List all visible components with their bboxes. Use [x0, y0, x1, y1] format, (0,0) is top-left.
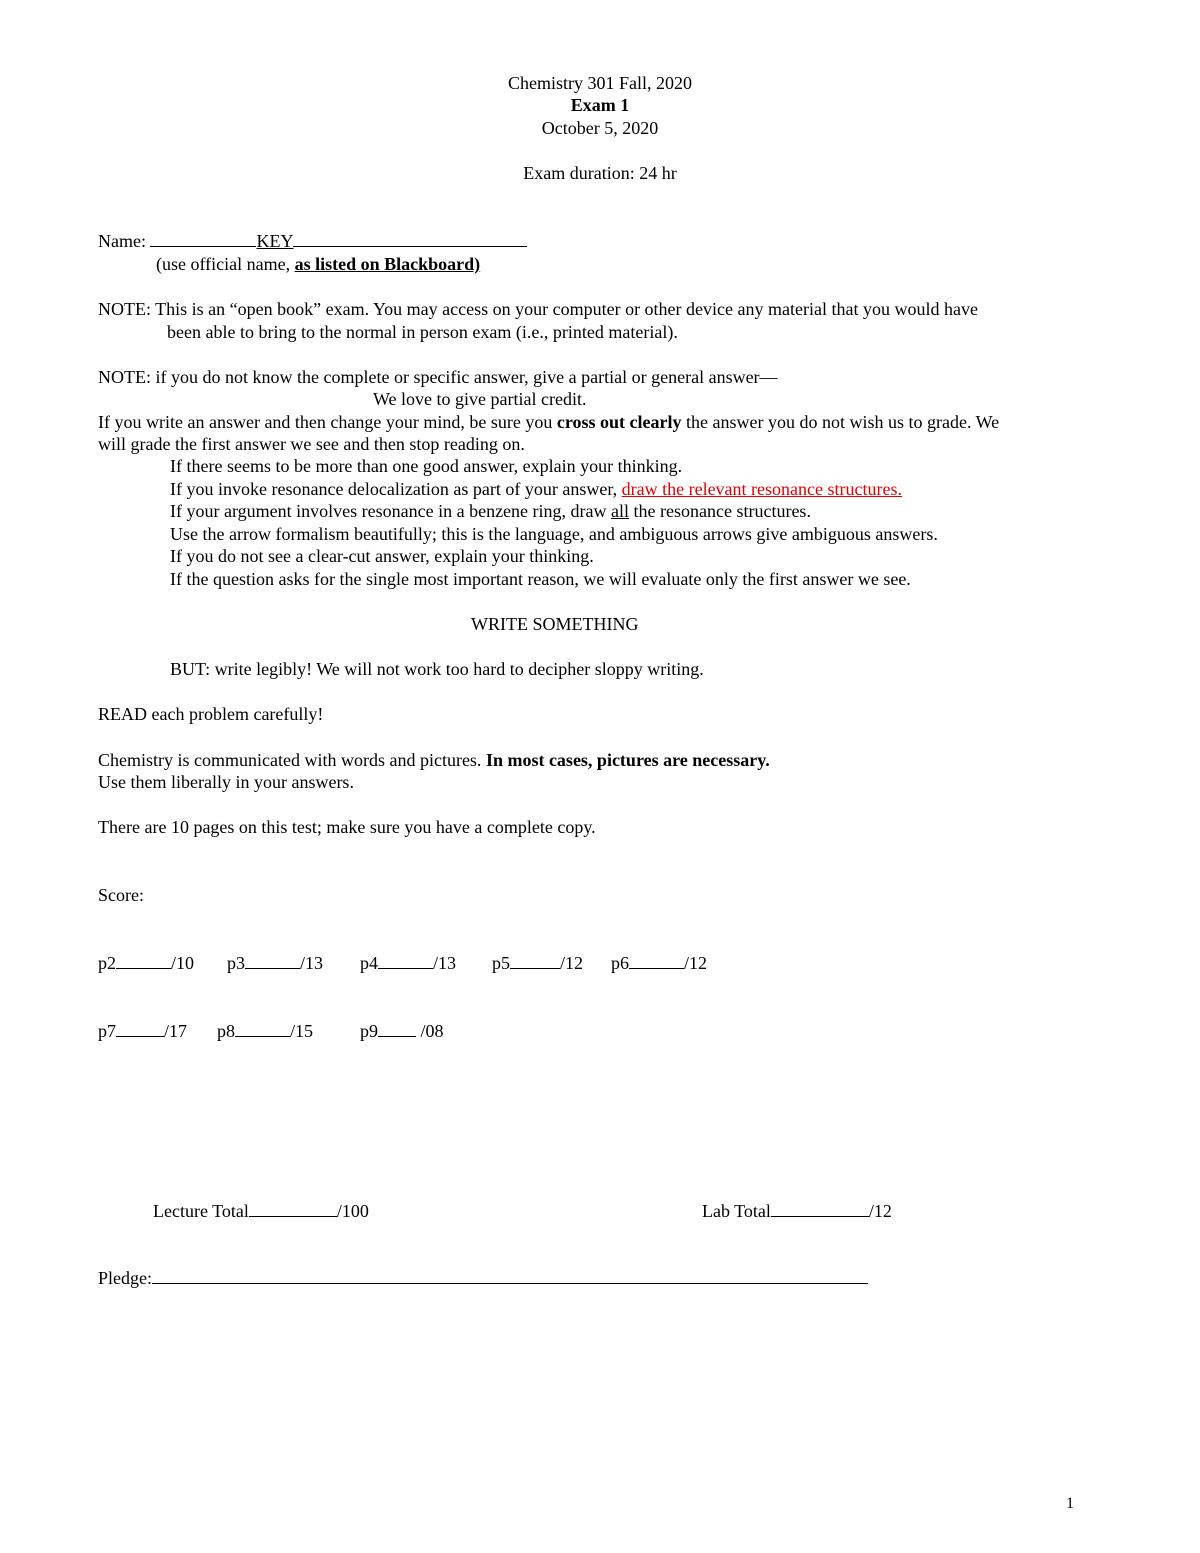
score-p6-blank: [629, 952, 684, 969]
pledge-label: Pledge:: [98, 1268, 152, 1288]
score-p9-blank: [378, 1020, 416, 1037]
pages-line: There are 10 pages on this test; make sure you have a complete copy.: [98, 817, 596, 837]
instruction-3-pre: If your argument involves resonance in a benzene ring, draw: [170, 501, 612, 521]
score-p2: [98, 952, 194, 974]
score-p7-blank: [116, 1020, 164, 1037]
score-p5: [492, 952, 583, 974]
score-p7-page: p7: [98, 1021, 116, 1041]
pledge: [98, 1267, 868, 1289]
note2-line2: We love to give partial credit.: [373, 389, 587, 409]
exam-duration: Exam duration: 24 hr: [523, 163, 677, 183]
instruction-3: [170, 500, 811, 522]
score-p2-blank: [116, 952, 171, 969]
instruction-3-post: the resonance structures.: [629, 501, 811, 521]
name-hint-prefix: (use official name,: [156, 254, 295, 274]
name-blank-right: [293, 230, 527, 247]
exam-title: Exam 1: [570, 95, 630, 115]
note1-line2: been able to bring to the normal in person exam (i.e., printed material).: [167, 322, 678, 342]
score-p7: [98, 1020, 187, 1042]
name-field: [98, 230, 527, 252]
score-p2-page: p2: [98, 953, 116, 973]
write-something: WRITE SOMETHING: [471, 614, 639, 634]
score-p6: [611, 952, 707, 974]
lecture-total-label: Lecture Total: [153, 1201, 249, 1221]
lecture-total-max: /100: [336, 1201, 369, 1221]
name-hint-bold: as listed on Blackboard): [294, 254, 481, 274]
exam-date: October 5, 2020: [541, 118, 659, 138]
instruction-4: Use the arrow formalism beautifully; this is the language, and ambiguous arrows give ambiguous answers.: [170, 524, 938, 544]
pledge-blank: [152, 1267, 868, 1284]
score-p5-page: p5: [492, 953, 510, 973]
score-p5-max: /12: [560, 953, 584, 973]
note2-line1: NOTE: if you do not know the complete or specific answer, give a partial or general answer—: [98, 367, 778, 387]
score-p2-max: /10: [171, 953, 195, 973]
score-p7-max: /17: [164, 1021, 188, 1041]
score-p3-page: p3: [227, 953, 245, 973]
score-p9-page: p9: [360, 1021, 378, 1041]
note1-line1: NOTE: This is an “open book” exam. You may access on your computer or other device any material that you would have: [98, 299, 978, 319]
note2-line3-pre: If you write an answer and then change your mind, be sure you: [98, 412, 557, 432]
pictures-bold: In most cases, pictures are necessary.: [485, 750, 770, 770]
score-p5-blank: [510, 952, 560, 969]
instruction-1: If there seems to be more than one good answer, explain your thinking.: [170, 456, 683, 476]
note2-line4: will grade the first answer we see and then stop reading on.: [98, 434, 525, 454]
score-p3-blank: [245, 952, 300, 969]
resonance-warning: draw the relevant resonance structures.: [621, 479, 902, 499]
score-p3: [227, 952, 323, 974]
pictures-line2: Use them liberally in your answers.: [98, 772, 354, 792]
note2-line3: [98, 411, 999, 433]
score-p9-max: /08: [416, 1021, 444, 1041]
name-hint: [156, 253, 480, 275]
score-p4: [360, 952, 456, 974]
pictures-pre: Chemistry is communicated with words and pictures.: [98, 750, 486, 770]
score-p4-max: /13: [433, 953, 457, 973]
cross-out-clearly: cross out clearly: [556, 412, 682, 432]
instruction-2: [170, 478, 902, 500]
lab-total-blank: [771, 1200, 869, 1217]
score-p4-blank: [378, 952, 433, 969]
lab-total-max: /12: [868, 1201, 892, 1221]
score-p8-page: p8: [217, 1021, 235, 1041]
score-p9: [360, 1020, 444, 1042]
score-label: Score:: [98, 885, 144, 905]
score-p6-page: p6: [611, 953, 629, 973]
instruction-2-pre: If you invoke resonance delocalization as part of your answer,: [170, 479, 622, 499]
but-line: BUT: write legibly! We will not work too hard to decipher sloppy writing.: [170, 659, 704, 679]
lecture-total: [153, 1200, 369, 1222]
score-p6-max: /12: [684, 953, 708, 973]
lecture-total-blank: [249, 1200, 337, 1217]
page-number: 1: [1066, 1495, 1074, 1512]
instruction-3-all: all: [611, 501, 630, 521]
score-p8-blank: [235, 1020, 290, 1037]
course-title: Chemistry 301 Fall, 2020: [508, 73, 692, 93]
instruction-5: If you do not see a clear-cut answer, explain your thinking.: [170, 546, 594, 566]
name-label: Name:: [98, 231, 151, 251]
pictures-line: [98, 749, 770, 771]
lab-total: [702, 1200, 892, 1222]
instruction-6: If the question asks for the single most important reason, we will evaluate only the first answer we see.: [170, 569, 911, 589]
score-p8-max: /15: [290, 1021, 314, 1041]
score-p8: [217, 1020, 313, 1042]
name-value: KEY: [256, 231, 294, 251]
note2-line3-post: the answer you do not wish us to grade. We: [681, 412, 1000, 432]
score-p4-page: p4: [360, 953, 378, 973]
read-line: READ each problem carefully!: [98, 704, 324, 724]
lab-total-label: Lab Total: [702, 1201, 771, 1221]
name-blank-left: [150, 230, 256, 247]
score-p3-max: /13: [300, 953, 324, 973]
